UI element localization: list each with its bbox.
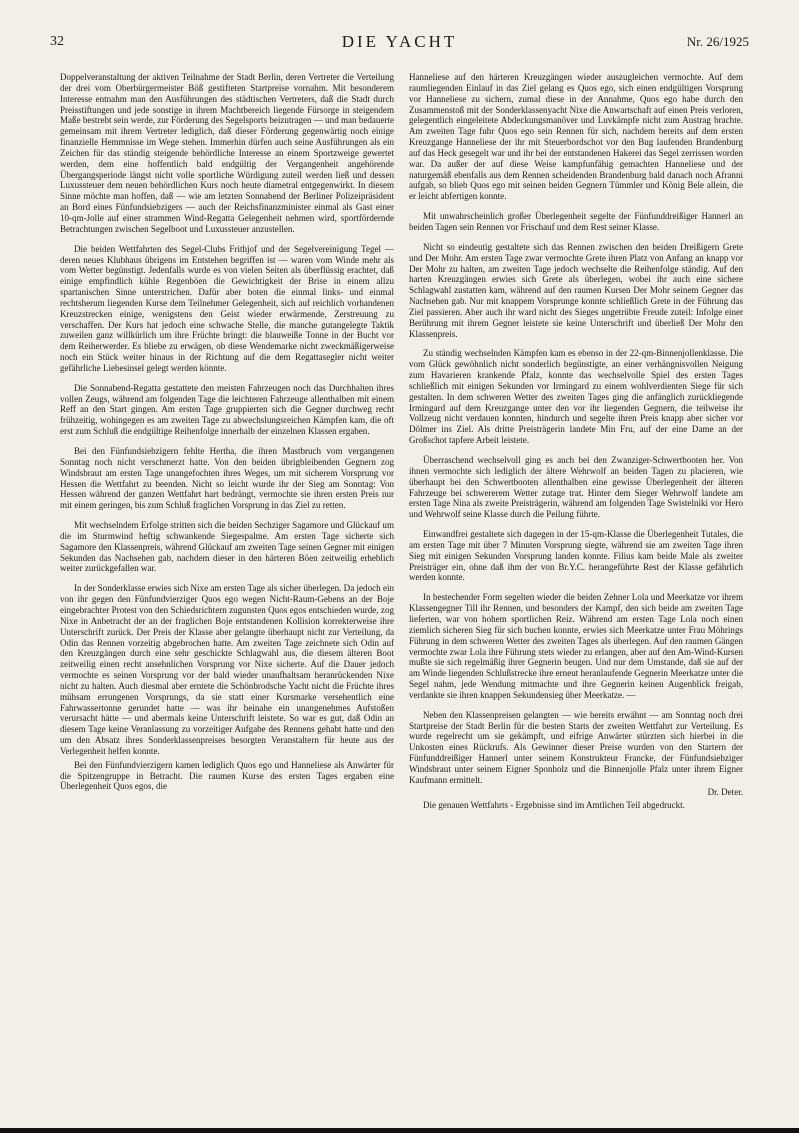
paragraph: Die Sonnabend-Regatta gestattete den meisten Fahrzeugen noch das Durchhalten ihres vollen Zeugs, während am folgenden Tage die leichteren Fahrzeuge allenthalben mit einem Reff an den Start gingen. Am ersten Tage gruppierten sich die Gegner durchweg recht frühzeitig, wohingegen es am zweiten Tage zu abwechslungsreichen Kämpfen kam, die oft erst zum Schluß die endgültige Reihenfolge innerhalb der einzelnen Klassen ergaben. [60,382,394,437]
paragraph: Die beiden Wettfahrten des Segel-Clubs Frithjof und der Segelvereinigung Tegel — deren neues Klubhaus übrigens im Entstehen begriffen ist — waren vom Winde mehr als vom Wetter begünstigt. Jedenfalls wurde es von vielen Seiten als überflüssig erachtet, daß einige empfindlich kühle Regenböen die Gewichtigkeit der Brise in einem allzu spartanischen Sinne unterstrichen. Dafür aber boten die einmal links- und einmal rechtsherum liegenden Kurse dem Teilnehmer Gelegenheit, sich auf reichlich vorhandenen Kreuzstrecken einige, wenigstens den Geist wieder erwärmende, Zerstreuung zu verschaffen. Der Kurs hat jedoch eine schwache Stelle, die manche gutangelegte Taktik zuweilen ganz willkürlich um ihre Früchte bringt: die blauweiße Tonne in der Bucht vor dem Reiherwerder. Es bliebe zu erwägen, ob diese Wendemarke nicht zweckmäßigerweise noch ein Stück weiter hinaus in der Richtung auf die dem Regattasegler nicht weiter gefährliche Liebesinsel gelegt werden könnte. [60,243,394,373]
author-signature: Dr. Deter. [707,786,743,797]
right-column [409,72,743,1120]
paragraph: Hanneliese auf den härteren Kreuzgängen wieder auszugleichen vermochte. Auf dem raumliegenden Einlauf in das Ziel gelang es Quos ego, sich einen endgültigen Vorsprung vor Hanneliese zu sichern, zumal diese in der Annahme, Quos ego habe durch den Zusammenstoß mit der Sonderklassenyacht Nixe die Anwartschaft auf einen Preis verloren, gelegentlich eingeleitete Abdeckungsmanöver und Luvkämpfe nicht zum Austrag brachte. Am zweiten Tage fuhr Quos ego sein Rennen für sich, nachdem bereits auf dem ersten Kreuzgange Hanneliese der ihr mit Steuerbordschot vor den Bug laufenden Brandenburg auf das Heck gesegelt war und ihr bei der entstandenen Hakerei das Segel zerrissen worden war. Da außer der auf diese Weise kampfunfähig gemachten Hanneliese und der naturgemäß ebenfalls aus dem Rennen scheidenden Brandenburg bald danach noch Afranni aufgab, so blieb Quos ego mit seinen beiden Gegnern Tümmler und König Bele allein, die er leicht abfertigen konnte. [409,72,743,202]
issue-number: Nr. 26/1925 [686,34,749,49]
paragraph: In bestechender Form segelten wieder die beiden Zehner Lola und Meerkatze vor ihrem Klassengegner Till ihr Rennen, und besonders der Kampf, den sich beide am zweiten Tage lieferten, war von hohem sportlichen Reiz. Während am ersten Tage Lola noch einen ziemlich sicheren Sieg für sich buchen konnte, erwies sich Meerkatze unter Frau Möhrings Führung in dem schweren Wetter des zweiten Tages als überlegen. Auf den raumen Gängen vermochte zwar Lola ihre Führung stets wieder zu erlangen, aber auf den Am-Wind-Kursen mußte sie sich regelmäßig ihrer Gegnerin beugen. Und nur dem Umstande, daß sie auf der am Winde liegenden Schlußstrecke ihre erneut heranlaufende Gegnerin Meerkatze unter die Segel nahm, jede Wendung mitmachte und ihre Gegnerin keinen Augenblick freigab, verdankte sie ihren knappen Sekundensieg über Meerkatze. — [409,592,743,700]
paragraph: Überraschend wechselvoll ging es auch bei den Zwanziger-Schwertbooten her. Von ihnen vermochte sich lediglich der ältere Wehrwolf an beiden Tagen zu placieren, wie überhaupt bei den Schwertbooten allenthalben eine gewisse Überlegenheit der älteren Fahrzeuge bei schwererem Wetter zutage trat. Hinter dem Sieger Wehrwolf landete am ersten Tage Nina als zweite Preisträgerin, während am folgenden Tage Swistelniki vor Hero und Wehrwolf seine Klasse durch die Peilung führte. [409,455,743,520]
paragraph: Nicht so eindeutig gestaltete sich das Rennen zwischen den beiden Dreißigern Grete und Der Mohr. Am ersten Tage zwar vermochte Grete ihren Platz von Anfang an knapp vor Der Mohr zu halten, am zweiten Tage jedoch wechselte die Reihenfolge ständig. Auf den harten Kreuzgängen erwies sich Grete als überlegen, wobei ihr auch eine sichere Schlagwahl zustatten kam, während auf den raumen Kursen Der Mohr seinem Gegner das Nachsehen gab. Nur mit knappem Vorsprunge konnte schließlich Grete in der Führung das Ziel passieren. Aber auch ihr ward nicht des Sieges ungetrübte Freude zuteil: Infolge einer Berührung mit ihrem Gegner leistete sie keine Unterschrift und überließ Der Mohr den Klassenpreis. [409,241,743,339]
paragraph: Zu ständig wechselnden Kämpfen kam es ebenso in der 22-qm-Binnenjollenklasse. Die vom Glück gewöhnlich nicht sonderlich begünstigte, an einer verhängnisvollen Neigung zum Havarieren krankende Pfalz, konnte das wechselvolle Spiel des ersten Tages schließlich mit einigen Sekunden vor Irmingard zu einem wohlverdienten Siege für sich gestalten. In dem schweren Wetter des zweiten Tages ging die anfänglich zurückliegende Irmingard auf dem Kreuzgange unter den vor ihr liegenden Gegnern, die teilweise ihr Vollzeug nicht verdauen konnten, hindurch und segelte ihren Preis knapp aber sicher vor Dölmer ins Ziel. Als dritte Preisträgerin landete Min Fru, auf der eine Dame an der Großschot tapfere Arbeit leistete. [409,348,743,446]
paragraph: Doppelveranstaltung der aktiven Teilnahme der Stadt Berlin, deren Vertreter die Verteilung der drei vom Oberbürgermeister Böß gestifteten Startpreise vornahm. Mit besonderem Interesse entnahm man den Ausführungen des städtischen Vertreters, daß die Stadt durch Preisstiftungen und jede sonstige in ihrem Machtbereich liegende Fürsorge in steigendem Maße bestrebt sein werde, zur Förderung des Segelsports beizutragen — und man bedauerte gemeinsam mit ihrem Vertreter lediglich, daß dieser Förderung gegenwärtig noch einige finanzielle Hemmnisse im Wege stehen. Immerhin dürfen auch seine Ausführungen als ein Zeichen für das ständig steigende behördliche Interesse an einem Sportzweige gewertet werden, dem eine hoffentlich bald endgültig der Vergangenheit angehörende Übergangsperiode längst nicht volle sportliche Würdigung zuteil werden ließ und dessen Luxussteuer dem neuen behördlichen Kurs noch heute diametral entgegenwirkt. In diesem Sinne möchte man hoffen, daß — wie am letzten Sonnabend der Berliner Polizeipräsident an Bord eines Fünfundsiebzigers — auch der Reichsfinanzminister einmal als Gast einer 10-qm-Jolle auf einer strammen Wind-Regatta Gelegenheit nehmen wird, sportfördernde Betrachtungen zwischen Segelboot und Luxussteuer anzustellen. [60,72,394,234]
closing-note: Die genauen Wettfahrts - Ergebnisse sind im Amtlichen Teil abgedruckt. [423,800,685,811]
paragraph: Bei den Fünfundvierzigern kamen lediglich Quos ego und Hanneliese als Anwärter für die Spitzengruppe in Betracht. Die raumen Kurse des ersten Tages ergaben eine Überlegenheit Quos egos, die [60,759,394,792]
paragraph: In der Sonderklasse erwies sich Nixe am ersten Tage als sicher überlegen. Da jedoch ein von ihr gegen den Fünfundvierziger Quos ego wegen Nicht-Raum-Gebens an der Boje eingebrachter Protest von den Schiedsrichtern zugunsten Quos egos entschieden wurde, zog Nixe in Anbetracht der an der fraglichen Boje entstandenen Kollision korrekterweise ihre Unterschrift zurück. Der Preis der Klasse aber gelangte überhaupt nicht zur Verteilung, da Odin das Rennen vorzeitig abgebrochen hatte. Am zweiten Tage zeichnete sich Odin auf den Kreuzgängen durch eine sehr geschickte Schlagwahl aus, die diesem älteren Boot zeitweilig einen recht ansehnlichen Vorsprung vor Nixe sicherte. Auf die Dauer jedoch vermochte es seinen Vorsprung vor der bald wieder unaufhaltsam heranrückenden Nixe nicht zu halten. Auch diesmal aber erntete die Schönbrodsche Yacht nicht die Früchte ihres mühsam errungenen Vorsprungs, da sie statt einer Kursmarke versehentlich eine Fahrwassertonne gerundet hatte — was ihr beinahe ein unangenehmes Aufstoßen verursacht hätte — und abermals keine Unterschrift leistete. So war es gut, daß Odin an diesem Tage keine Veranlassung zu vorzeitiger Aufgabe des Rennens gehabt hatte und den um den Absatz ihres Sonderklassenpreises besorgten Veranstaltern für heute aus der Verlegenheit helfen konnte. [60,583,394,756]
paragraph: Mit wechselndem Erfolge stritten sich die beiden Sechziger Sagamore und Glückauf um die im Sturmwind heftig schwankende Siegespalme. Am ersten Tage sicherte sich Sagamore den Klassenpreis, während Glückauf am zweiten Tage seinen Gegner mit einigen Sekunden das Nachsehen gab, nachdem dieser in den härteren Böen zeitweilig erheblich weiter zurückgefallen war. [60,520,394,574]
paragraph: Neben den Klassenpreisen gelangten — wie bereits erwähnt — am Sonntag noch drei Startpreise der Stadt Berlin für die besten Starts der zweiten Wettfahrt zur Verteilung. Es wurde regelrecht um sie gekämpft, und eifrige Anwärter stürzten sich hierbei in die Unkosten eines Rückrufs. Als Gewinner dieser Preise wurden von den Startern der Fünfunddreißiger Hannerl unter seinem Konstrukteur Francke, der Fünfundsiebziger Windsbraut unter seinem Eigner Sponholz und die Binnenjolle Pfalz unter ihrem Eigner Kaufmann ermittelt. [409,709,743,785]
magazine-title: DIE YACHT [341,32,458,51]
page-header [0,30,799,54]
paragraph: Einwandfrei gestaltete sich dagegen in der 15-qm-Klasse die Überlegenheit Tutales, die am ersten Tage mit über 7 Minuten Vorsprung siegte, während sie am zweiten Tage ihren Sieg mit einigen Sekunden Vorsprung landen konnte. Filius kam beide Male als zweiter Preisträger ein, ohne daß ihm der von Br.Y.C. herangeführte Rest der Klasse gefährlich werden konnte. [409,529,743,583]
page-number: 32 [50,34,64,49]
left-column [60,72,394,1120]
paragraph: Mit unwahrscheinlich großer Überlegenheit segelte der Fünfunddreißiger Hannerl an beiden Tagen sein Rennen vor Frischauf und dem Rest seiner Klasse. [409,211,743,232]
bottom-edge [0,1128,799,1133]
paragraph: Bei den Fünfundsiebzigern fehlte Hertha, die ihren Mastbruch vom vergangenen Sonntag noch nicht verschmerzt hatte. Von den beiden übrigbleibenden Gegnern zog Windsbraut am ersten Tage unangefochten ihres Weges, um mit sicherem Vorsprung vor Hessen die Wettfahrt zu beenden. Nicht so leicht wurde ihr der Sieg am Sonntag: Von Hessen während der ganzen Wettfahrt hart bedrängt, vermochte sie ihren ersten Preis nur mit einem geringen, bis zum Schluß fraglichen Vorsprung in das Ziel zu retten. [60,446,394,511]
